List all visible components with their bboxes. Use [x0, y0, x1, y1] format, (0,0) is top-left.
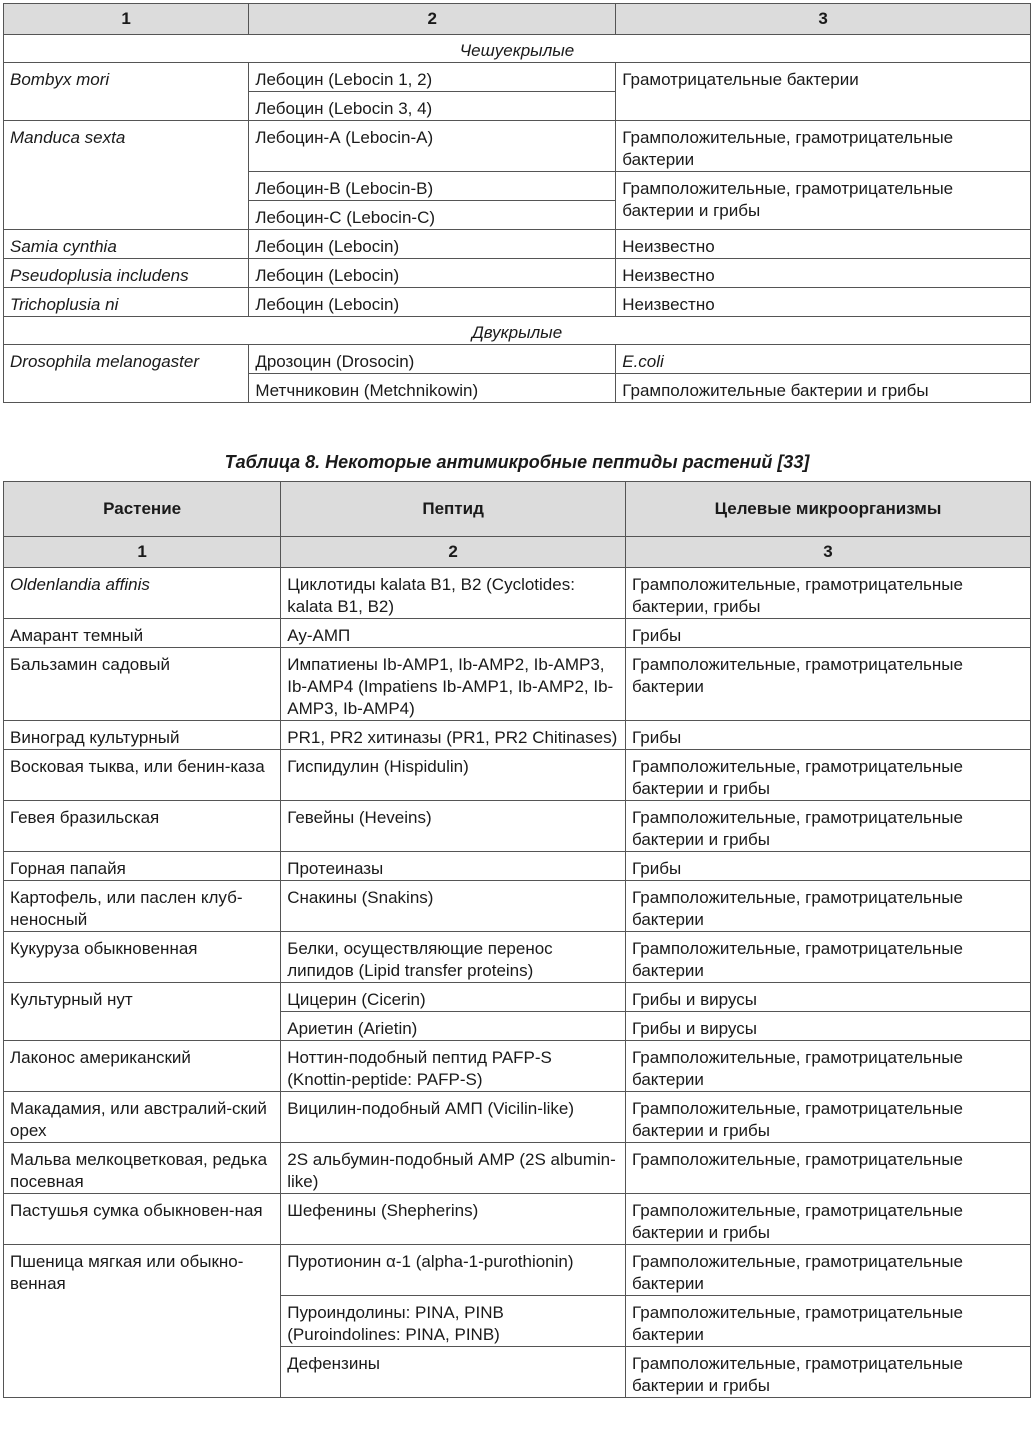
- plant-cell: Мальва мелкоцветковая, редька посевная: [4, 1143, 281, 1194]
- target-cell: Грибы: [626, 852, 1031, 881]
- organism-cell: Bombyx mori: [4, 63, 249, 121]
- plant-cell: Восковая тыква, или бенин-каза: [4, 750, 281, 801]
- target-cell: Грамотрицательные бактерии: [616, 63, 1031, 121]
- target-cell: Грамположительные, грамотрицательные бактерии: [626, 1041, 1031, 1092]
- target-cell: Грамположительные, грамотрицательные бактерии: [626, 881, 1031, 932]
- table-row: [4, 1092, 1031, 1143]
- peptide-cell: Ау-АМП: [281, 619, 626, 648]
- peptide-cell: Лебоцин-С (Lebocin-C): [249, 201, 616, 230]
- organism-cell: Manduca sexta: [4, 121, 249, 230]
- peptide-cell: Цицерин (Cicerin): [281, 983, 626, 1012]
- plant-cell: Виноград культурный: [4, 721, 281, 750]
- target-cell: Грамположительные бактерии и грибы: [616, 374, 1031, 403]
- column-number: 1: [4, 4, 249, 35]
- table-row: [4, 63, 1031, 92]
- target-cell: E.coli: [616, 345, 1031, 374]
- peptide-cell: 2S альбумин-подобный AMP (2S albumin-like): [281, 1143, 626, 1194]
- target-cell: Грамположительные, грамотрицательные бактерии и грибы: [626, 1092, 1031, 1143]
- plant-cell: Горная папайя: [4, 852, 281, 881]
- peptide-cell: Ариетин (Arietin): [281, 1012, 626, 1041]
- organism-cell: Trichoplusia ni: [4, 288, 249, 317]
- table-row: [4, 1245, 1031, 1296]
- group-row: [4, 317, 1031, 345]
- table-caption: Таблица 8. Некоторые антимикробные пептиды растений [33]: [224, 452, 810, 472]
- table-row: [4, 230, 1031, 259]
- target-cell: Грамположительные, грамотрицательные бактерии и грибы: [626, 750, 1031, 801]
- target-cell: Грамположительные, грамотрицательные бактерии: [626, 1245, 1031, 1296]
- peptide-cell: PR1, PR2 хитиназы (PR1, PR2 Chitinases): [281, 721, 626, 750]
- target-cell: Грамположительные, грамотрицательные бактерии: [626, 648, 1031, 721]
- group-row: [4, 35, 1031, 63]
- plant-cell: Пастушья сумка обыкновен-ная: [4, 1194, 281, 1245]
- plant-cell: Амарант темный: [4, 619, 281, 648]
- target-cell: Неизвестно: [616, 259, 1031, 288]
- organism-cell: Samia cynthia: [4, 230, 249, 259]
- peptide-cell: Снакины (Snakins): [281, 881, 626, 932]
- column-header-peptide: Пептид: [281, 482, 626, 537]
- target-cell: Грамположительные, грамотрицательные: [626, 1143, 1031, 1194]
- peptide-cell: Лебоцин (Lebocin): [249, 259, 616, 288]
- peptide-cell: Гиспидулин (Hispidulin): [281, 750, 626, 801]
- target-cell: Грамположительные, грамотрицательные бактерии и грибы: [626, 801, 1031, 852]
- plant-cell: Кукуруза обыкновенная: [4, 932, 281, 983]
- target-cell: Грамположительные, грамотрицательные бактерии и грибы: [626, 1347, 1031, 1398]
- table-row: [4, 881, 1031, 932]
- column-number: 2: [249, 4, 616, 35]
- target-cell: Неизвестно: [616, 230, 1031, 259]
- table-row: [4, 121, 1031, 172]
- plant-cell: Гевея бразильская: [4, 801, 281, 852]
- peptide-cell: Пуроиндолины: PINA, PINB (Puroindolines: PINA, PINB): [281, 1296, 626, 1347]
- peptide-cell: Пуротионин α-1 (alpha-1-purothionin): [281, 1245, 626, 1296]
- table-row: [4, 801, 1031, 852]
- peptide-cell: Лебоцин (Lebocin 1, 2): [249, 63, 616, 92]
- peptide-cell: Лебоцин-В (Lebocin-B): [249, 172, 616, 201]
- table-row: [4, 721, 1031, 750]
- peptide-cell: Лебоцин-А (Lebocin-A): [249, 121, 616, 172]
- plant-cell: Лаконос американский: [4, 1041, 281, 1092]
- column-header-targets: Целевые микроорганизмы: [626, 482, 1031, 537]
- target-cell: Грибы и вирусы: [626, 1012, 1031, 1041]
- column-number: 3: [616, 4, 1031, 35]
- peptide-cell: Лебоцин (Lebocin 3, 4): [249, 92, 616, 121]
- plant-cell: Пшеница мягкая или обыкно-венная: [4, 1245, 281, 1398]
- organism-cell: Pseudoplusia includens: [4, 259, 249, 288]
- plant-cell: Макадамия, или австралий-ский орех: [4, 1092, 281, 1143]
- plant-cell: Oldenlandia affinis: [4, 568, 281, 619]
- column-number: 3: [626, 537, 1031, 568]
- target-cell: Грамположительные, грамотрицательные бактерии: [616, 121, 1031, 172]
- table-row: [4, 259, 1031, 288]
- peptide-cell: Шефенины (Shepherins): [281, 1194, 626, 1245]
- table-row: [4, 568, 1031, 619]
- target-cell: Неизвестно: [616, 288, 1031, 317]
- peptide-cell: Импатиены Ib-AMP1, Ib-AMP2, Ib-AMP3, Ib-AMP4 (Impatiens Ib-AMP1, Ib-AMP2, Ib-AMP3, Ib-AMP4): [281, 648, 626, 721]
- peptide-cell: Дрозоцин (Drosocin): [249, 345, 616, 374]
- peptide-cell: Циклотиды kalata B1, B2 (Cyclotides: kalata B1, B2): [281, 568, 626, 619]
- insect-peptides-table: [3, 3, 1031, 403]
- table-row: [4, 648, 1031, 721]
- table-row: [4, 983, 1031, 1012]
- group-label: Чешуекрылые: [4, 35, 1031, 63]
- target-cell: Грамположительные, грамотрицательные бактерии, грибы: [626, 568, 1031, 619]
- table-row: [4, 852, 1031, 881]
- table-row: [4, 1041, 1031, 1092]
- table-row: [4, 932, 1031, 983]
- peptide-cell: Лебоцин (Lebocin): [249, 230, 616, 259]
- column-header-plant: Растение: [4, 482, 281, 537]
- plant-cell: Картофель, или паслен клуб-неносный: [4, 881, 281, 932]
- column-number: 2: [281, 537, 626, 568]
- table-row: [4, 1143, 1031, 1194]
- table-row: [4, 750, 1031, 801]
- target-cell: Грамположительные, грамотрицательные бактерии и грибы: [626, 1194, 1031, 1245]
- table-row: [4, 619, 1031, 648]
- group-label: Двукрылые: [4, 317, 1031, 345]
- plant-cell: Бальзамин садовый: [4, 648, 281, 721]
- column-number: 1: [4, 537, 281, 568]
- target-cell: Грибы: [626, 721, 1031, 750]
- peptide-cell: Лебоцин (Lebocin): [249, 288, 616, 317]
- peptide-cell: Гевейны (Heveins): [281, 801, 626, 852]
- table-row: [4, 288, 1031, 317]
- target-cell: Грамположительные, грамотрицательные бактерии и грибы: [616, 172, 1031, 230]
- plant-peptides-table: [3, 481, 1031, 1398]
- table-row: [4, 1194, 1031, 1245]
- organism-cell: Drosophila melanogaster: [4, 345, 249, 403]
- target-cell: Грамположительные, грамотрицательные бактерии: [626, 1296, 1031, 1347]
- peptide-cell: Ноттин-подобный пептид PAFP-S (Knottin-peptide: PAFP-S): [281, 1041, 626, 1092]
- target-cell: Грибы и вирусы: [626, 983, 1031, 1012]
- peptide-cell: Метчниковин (Metchnikowin): [249, 374, 616, 403]
- peptide-cell: Протеиназы: [281, 852, 626, 881]
- target-cell: Грибы: [626, 619, 1031, 648]
- table-row: [4, 345, 1031, 374]
- target-cell: Грамположительные, грамотрицательные бактерии: [626, 932, 1031, 983]
- peptide-cell: Дефензины: [281, 1347, 626, 1398]
- plant-cell: Культурный нут: [4, 983, 281, 1041]
- peptide-cell: Вицилин-подобный АМП (Vicilin-like): [281, 1092, 626, 1143]
- peptide-cell: Белки, осуществляющие перенос липидов (Lipid transfer proteins): [281, 932, 626, 983]
